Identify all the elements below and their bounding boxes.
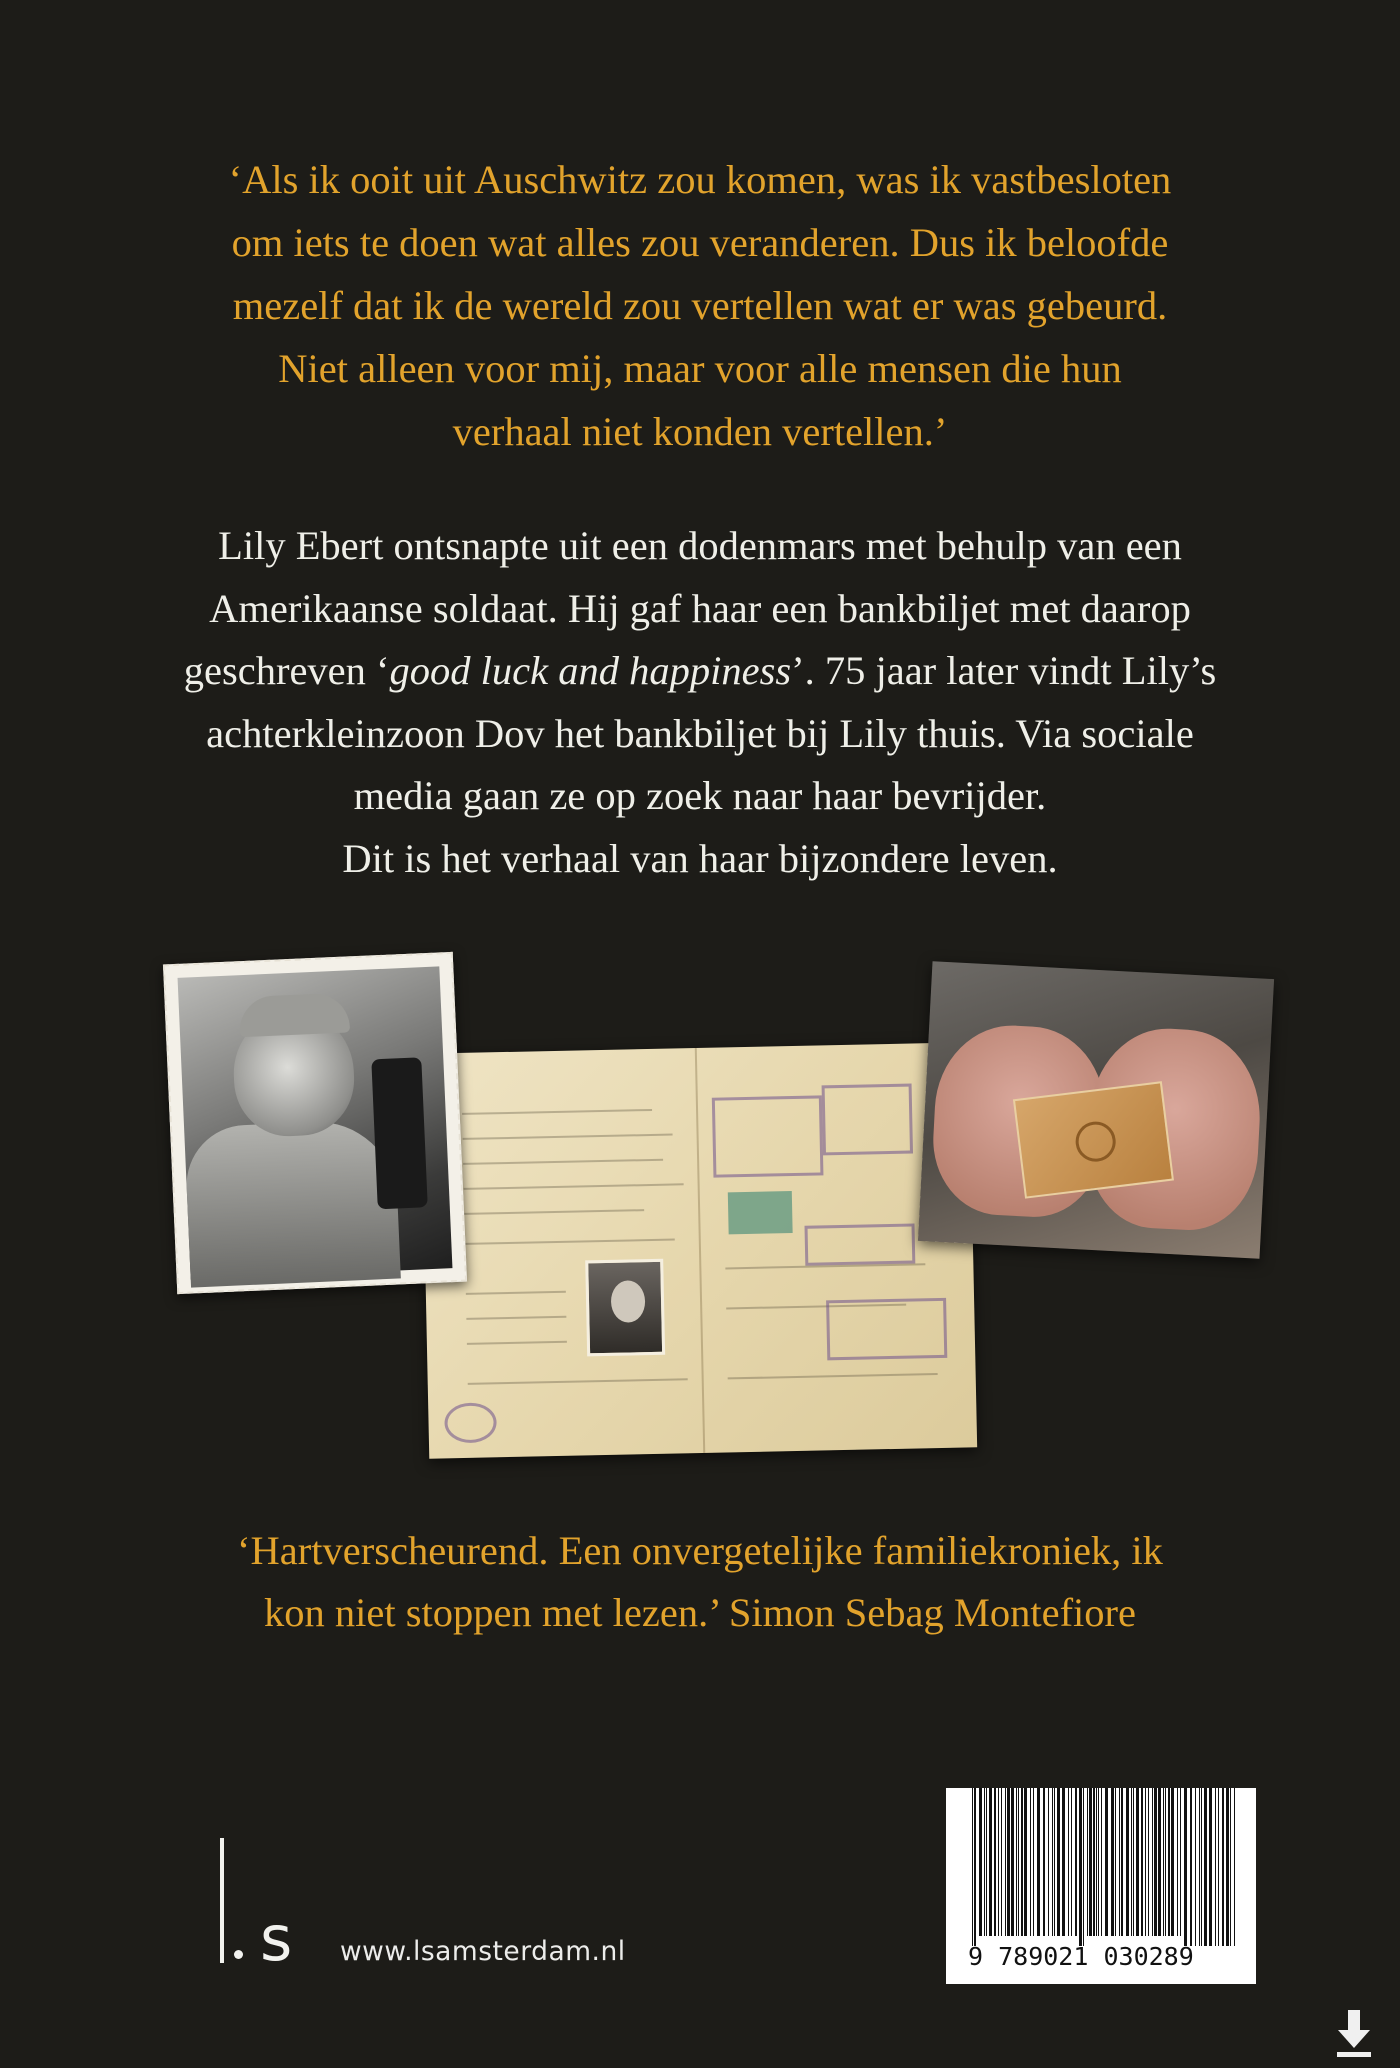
barcode-bar (1204, 1788, 1207, 1946)
barcode-bar (1148, 1788, 1149, 1936)
barcode-bar (989, 1788, 992, 1936)
barcode-bar (1007, 1788, 1010, 1936)
review-quote-line: ‘Hartverscheurend. Een onvergetelijke familiekroniek, ik (237, 1528, 1163, 1573)
barcode-bar (1133, 1788, 1134, 1936)
barcode-bar (984, 1788, 985, 1936)
barcode-bar (986, 1788, 987, 1936)
barcode-bar (1068, 1788, 1069, 1936)
blurb-italic-phrase: good luck and happiness (389, 648, 792, 693)
barcode-bar (1005, 1788, 1006, 1936)
download-arrow-icon (1335, 2008, 1373, 2058)
barcode-bar (1093, 1788, 1095, 1936)
barcode-bar (1199, 1788, 1200, 1946)
barcode-bar (1048, 1788, 1049, 1936)
barcode-bars (970, 1788, 1240, 1946)
barcode-bar (1230, 1788, 1231, 1946)
barcode-bar (1163, 1788, 1164, 1936)
barcode-bar (1096, 1788, 1097, 1936)
barcode-bar (1177, 1788, 1178, 1936)
id-portrait (585, 1259, 665, 1357)
opening-quote-line: verhaal niet konden vertellen.’ (452, 409, 948, 454)
blurb-text: geschreven ‘ (183, 648, 390, 693)
barcode-bar (1001, 1788, 1002, 1936)
blurb-line (130, 640, 1270, 703)
book-blurb (130, 515, 1270, 890)
barcode-bar (1226, 1788, 1229, 1946)
barcode-bar (1119, 1788, 1120, 1936)
barcode-bar (1087, 1788, 1088, 1936)
review-quote-line: kon niet stoppen met lezen.’ Simon Sebag Montefiore (263, 1590, 1137, 1635)
opening-quote-line: mezelf dat ik de wereld zou vertellen wat er was gebeurd. (232, 283, 1168, 328)
blurb-text: ’. 75 jaar later vindt Lily’s (791, 648, 1217, 693)
barcode-bar (1043, 1788, 1045, 1936)
barcode-bar (1016, 1788, 1017, 1936)
barcode-bar (1024, 1788, 1027, 1936)
opening-quote-line: ‘Als ik ooit uit Auschwitz zou komen, was ik vastbesloten (228, 157, 1172, 202)
publisher-website[interactable]: www.lsamsterdam.nl (340, 1936, 626, 1967)
barcode-bar (1052, 1788, 1053, 1936)
isbn-barcode (946, 1788, 1256, 1984)
barcode-bar (1033, 1788, 1034, 1936)
barcode-bar (1030, 1788, 1031, 1936)
blurb-line: media gaan ze op zoek naar haar bevrijder. (353, 773, 1047, 818)
barcode-bar (1111, 1788, 1114, 1936)
barcode-bar (1071, 1788, 1072, 1936)
barcode-bar (1083, 1788, 1084, 1946)
barcode-bar (1079, 1788, 1082, 1946)
opening-quote (130, 148, 1270, 463)
barcode-bar (1152, 1788, 1153, 1936)
barcode-bar (1115, 1788, 1116, 1936)
publisher-logo (220, 1838, 330, 1975)
barcode-bar (1165, 1788, 1166, 1936)
soldier-photo (163, 952, 467, 1294)
barcode-bar (1171, 1788, 1174, 1936)
barcode-bar (1054, 1788, 1055, 1936)
barcode-bar (1136, 1788, 1139, 1936)
opening-quote-line: Niet alleen voor mij, maar voor alle mensen die hun (278, 346, 1122, 391)
blurb-line: Dit is het verhaal van haar bijzondere leven. (342, 835, 1058, 881)
barcode-bar (1195, 1788, 1196, 1946)
barcode-bar (1011, 1788, 1014, 1936)
barcode-bar (1234, 1788, 1235, 1946)
barcode-bar (972, 1788, 973, 1946)
banknote (1013, 1081, 1174, 1199)
publisher-logo-letter: s (260, 1902, 293, 1975)
barcode-bar (1089, 1788, 1092, 1936)
barcode-bar (1168, 1788, 1170, 1936)
review-quote (130, 1520, 1270, 1644)
barcode-bar (1154, 1788, 1157, 1936)
barcode-bar (1158, 1788, 1161, 1936)
barcode-bar (1222, 1788, 1224, 1946)
barcode-bar (979, 1788, 982, 1936)
barcode-bar (1180, 1788, 1181, 1936)
barcode-bar (1037, 1788, 1040, 1936)
barcode-bar (1184, 1788, 1187, 1946)
barcode-bar (1141, 1788, 1143, 1936)
barcode-bar (1201, 1788, 1202, 1946)
barcode-bar (1131, 1788, 1132, 1936)
blurb-line: Amerikaanse soldaat. Hij gaf haar een bankbiljet met daarop (209, 585, 1191, 631)
identity-document-photo (421, 1042, 977, 1458)
barcode-bar (1218, 1788, 1219, 1946)
barcode-bar (1105, 1788, 1108, 1936)
barcode-bar (1062, 1788, 1065, 1936)
barcode-bar (1209, 1788, 1212, 1946)
barcode-bar (1057, 1788, 1060, 1936)
barcode-bar (974, 1788, 976, 1946)
barcode-bar (998, 1788, 999, 1936)
barcode-bar (1190, 1788, 1192, 1946)
barcode-bar (1098, 1788, 1099, 1936)
hands-holding-banknote-photo (918, 961, 1274, 1259)
barcode-bar (1121, 1788, 1123, 1936)
isbn-number: 9 789021 030289 (968, 1942, 1194, 1971)
barcode-bar (1126, 1788, 1129, 1936)
barcode-bar (994, 1788, 996, 1936)
blurb-line: achterkleinzoon Dov het bankbiljet bij Lily thuis. Via sociale (206, 710, 1194, 756)
blurb-line: Lily Ebert ontsnapte uit een dodenmars met behulp van een (218, 523, 1182, 568)
barcode-bar (1075, 1788, 1077, 1936)
barcode-bar (1215, 1788, 1216, 1946)
opening-quote-line: om iets te doen wat alles zou veranderen. Dus ik beloofde (231, 220, 1169, 265)
barcode-bar (1101, 1788, 1102, 1936)
barcode-bar (1021, 1788, 1023, 1936)
barcode-bar (1145, 1788, 1146, 1936)
barcode-bar (1018, 1788, 1019, 1936)
